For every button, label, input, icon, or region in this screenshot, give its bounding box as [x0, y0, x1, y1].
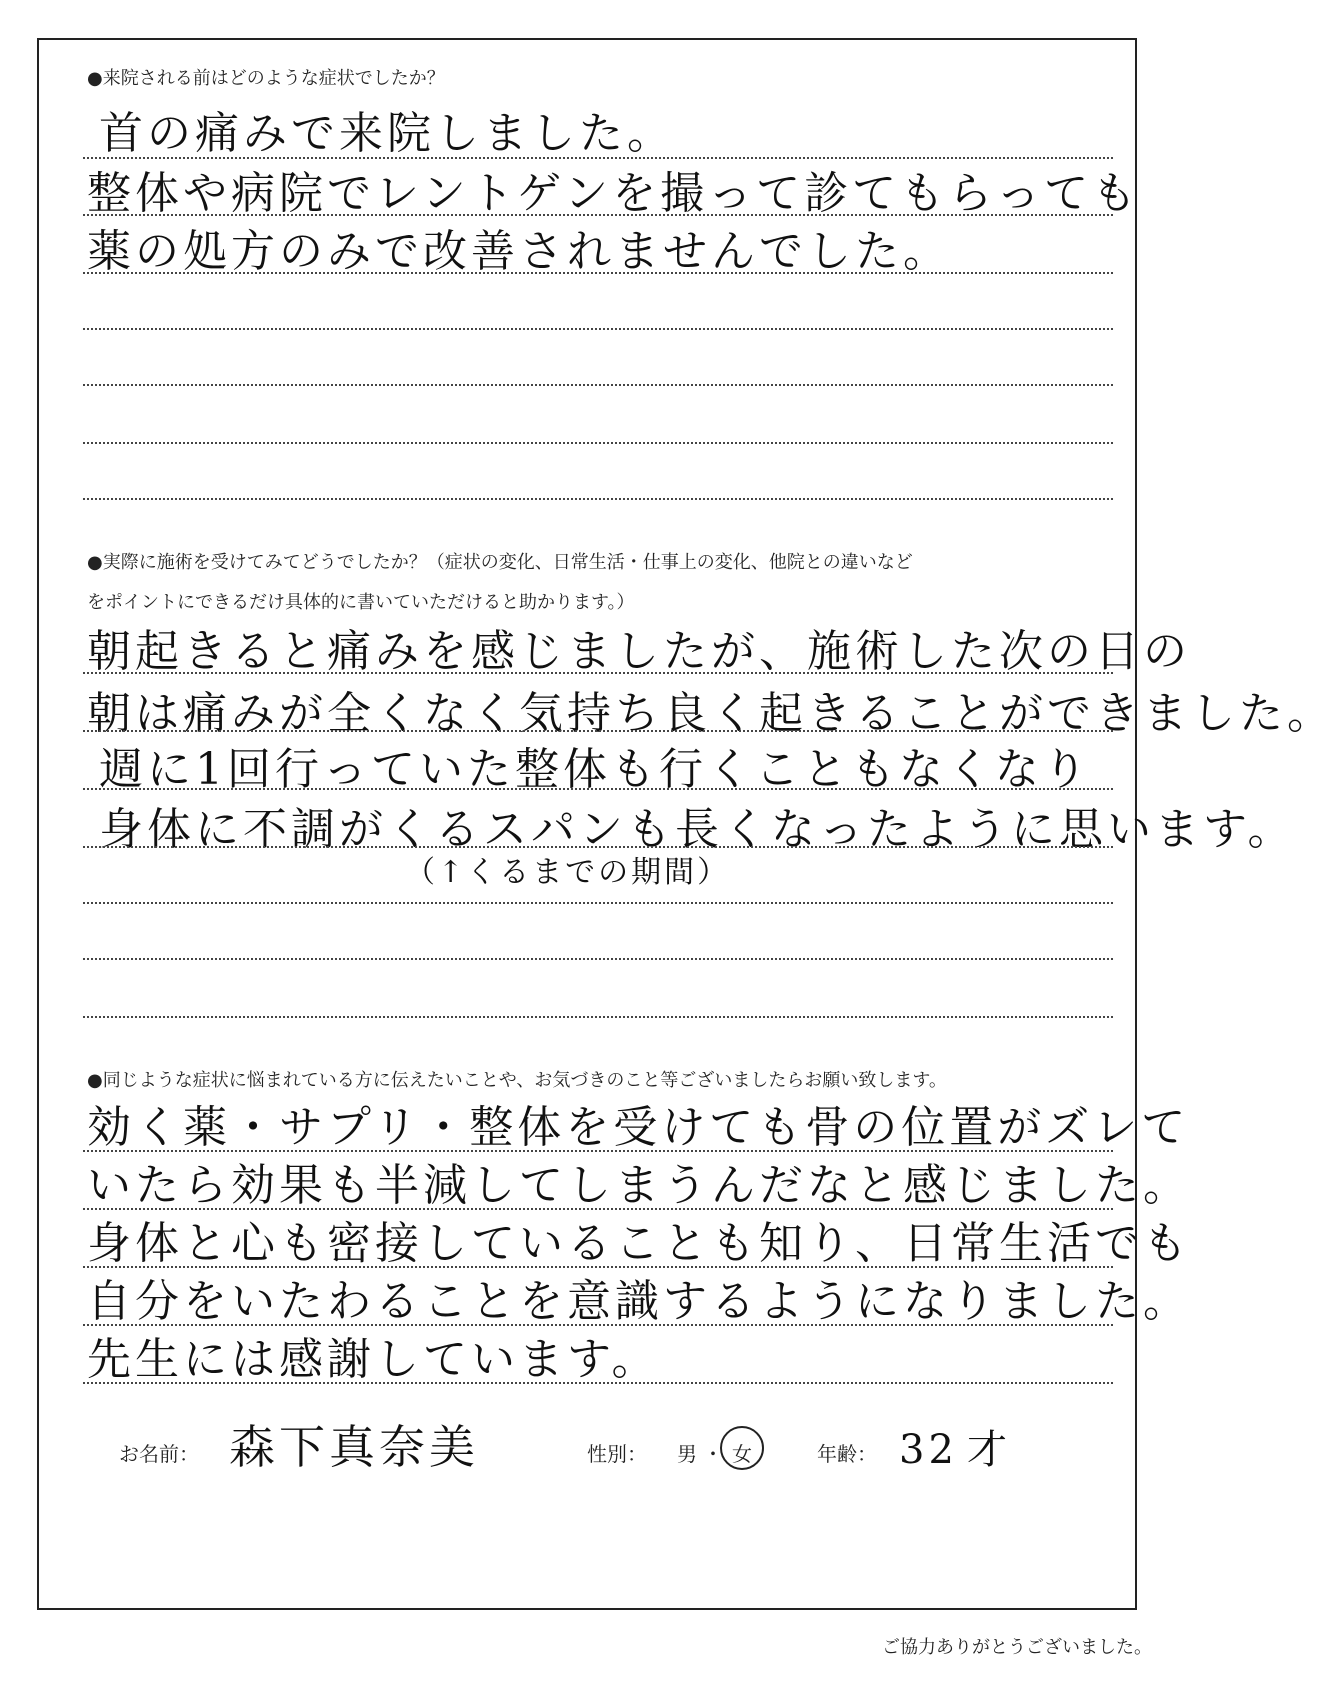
question-2-line-1: ●実際に施術を受けてみてどうでしたか？（症状の変化、日常生活・仕事上の変化、他院との違いなど — [87, 552, 913, 573]
gender-label: 性別： — [587, 1442, 647, 1466]
answer-1-line-1: 首の痛みで来院しました。 — [99, 108, 675, 159]
questionnaire-sheet — [37, 38, 1335, 1610]
ruled-line — [83, 1208, 1113, 1210]
age-unit: 才 — [967, 1427, 1011, 1473]
name-label: お名前： — [119, 1442, 199, 1466]
thanks-note: ご協力ありがとうございました。 — [882, 1637, 1152, 1658]
ruled-line — [83, 730, 1113, 732]
ruled-line — [83, 442, 1113, 444]
ruled-line — [83, 328, 1113, 330]
ruled-line — [83, 846, 1113, 848]
answer-3-line-3: 身体と心も密接していることも知り、日常生活でも — [87, 1218, 1191, 1269]
answer-3-line-4: 自分をいたわることを意識するようになりました。 — [87, 1276, 1191, 1327]
ruled-line — [83, 214, 1113, 216]
ruled-line — [83, 1016, 1113, 1018]
answer-3-line-2: いたら効果も半減してしまうんだなと感じました。 — [87, 1160, 1191, 1211]
ruled-line — [83, 384, 1113, 386]
question-1: ●来院される前はどのような症状でしたか？ — [87, 68, 445, 89]
ruled-line — [83, 1150, 1113, 1152]
question-3: ●同じような症状に悩まれている方に伝えたいことや、お気づきのこと等ございましたらお願い致します。 — [87, 1070, 947, 1091]
age-value: 32 — [899, 1427, 958, 1473]
answer-2-line-3: 週に1回行っていた整体も行くこともなくなり — [99, 744, 1091, 795]
answer-3-line-5: 先生には感謝しています。 — [87, 1334, 660, 1385]
ruled-line — [83, 272, 1113, 274]
ruled-line — [83, 788, 1113, 790]
answer-2-note: （↑くるまでの期間） — [405, 855, 731, 890]
answer-1-line-2: 整体や病院でレントゲンを撮って診てもらっても — [87, 168, 1141, 219]
gender-male: 男 — [677, 1442, 697, 1466]
ruled-line — [83, 498, 1113, 500]
age-label: 年齢： — [817, 1442, 877, 1466]
ruled-line — [83, 672, 1113, 674]
answer-2-line-4: 身体に不調がくるスパンも長くなったように思います。 — [99, 804, 1296, 855]
ruled-line — [83, 902, 1113, 904]
ruled-line — [83, 1324, 1113, 1326]
question-2-line-2: をポイントにできるだけ具体的に書いていただけると助かります。） — [87, 592, 635, 613]
name-value: 森下真奈美 — [229, 1420, 479, 1474]
ruled-line — [83, 958, 1113, 960]
gender-separator: ・ — [703, 1442, 723, 1466]
ruled-line — [83, 1266, 1113, 1268]
ruled-line — [83, 157, 1113, 159]
answer-2-line-1: 朝起きると痛みを感じましたが、施術した次の日の — [87, 626, 1191, 677]
answer-2-line-2: 朝は痛みが全くなく気持ち良く起きることができました。 — [87, 688, 1335, 739]
gender-female: 女 — [732, 1442, 752, 1466]
ruled-line — [83, 1382, 1113, 1384]
answer-3-line-1: 効く薬・サプリ・整体を受けても骨の位置がズレて — [87, 1102, 1190, 1153]
answer-1-line-3: 薬の処方のみで改善されませんでした。 — [87, 226, 951, 277]
